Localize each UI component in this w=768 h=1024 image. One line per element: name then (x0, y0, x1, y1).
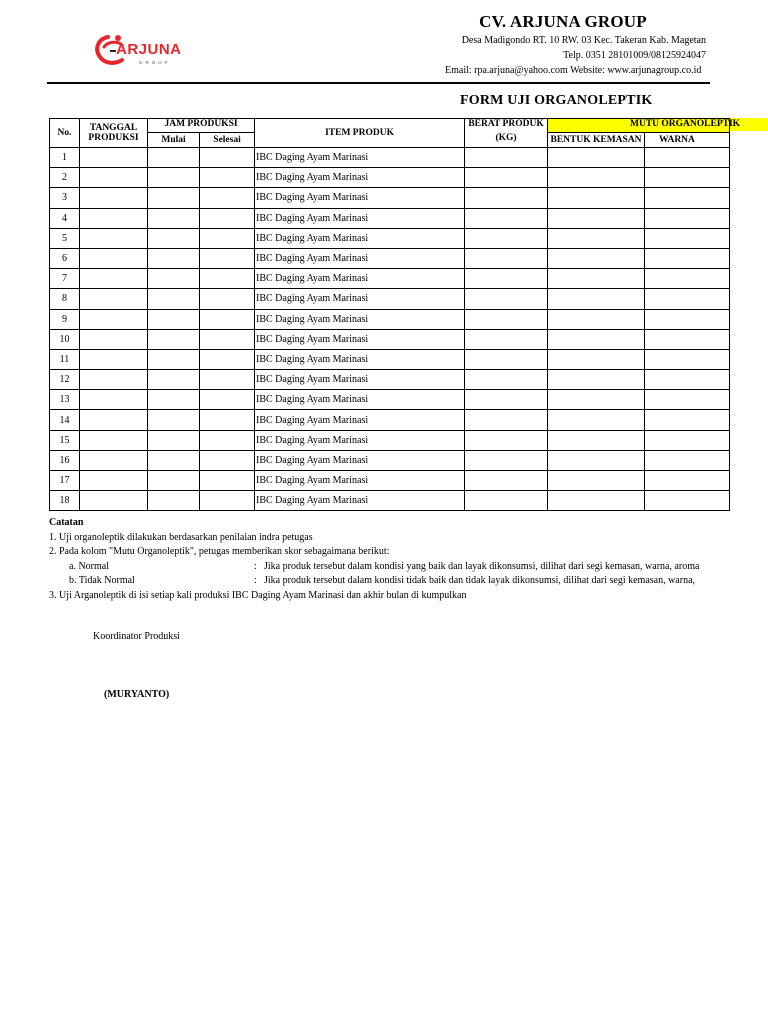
row-mulai[interactable] (148, 248, 200, 268)
row-bentuk[interactable] (548, 329, 645, 349)
row-mulai[interactable] (148, 208, 200, 228)
row-bentuk[interactable] (548, 430, 645, 450)
row-item: IBC Daging Ayam Marinasi (255, 208, 465, 228)
row-bentuk[interactable] (548, 168, 645, 188)
note-normal (49, 560, 709, 575)
header-selesai: Selesai (200, 133, 255, 148)
row-berat[interactable] (465, 228, 548, 248)
row-no: 3 (50, 188, 80, 208)
row-warna[interactable] (645, 390, 730, 410)
row-item: IBC Daging Ayam Marinasi (255, 491, 465, 511)
row-tanggal[interactable] (80, 148, 148, 168)
row-warna[interactable] (645, 188, 730, 208)
row-selesai[interactable] (200, 248, 255, 268)
row-mulai[interactable] (148, 410, 200, 430)
note-2: 2. Pada kolom "Mutu Organoleptik", petugas memberikan skor sebagaimana berikut: (49, 546, 390, 557)
row-item: IBC Daging Ayam Marinasi (255, 269, 465, 289)
row-selesai[interactable] (200, 390, 255, 410)
row-item: IBC Daging Ayam Marinasi (255, 248, 465, 268)
table-row (50, 269, 730, 289)
row-berat[interactable] (465, 410, 548, 430)
row-selesai[interactable] (200, 329, 255, 349)
row-bentuk[interactable] (548, 148, 645, 168)
table-row (50, 208, 730, 228)
company-contact: Email: rpa.arjuna@yahoo.com Website: www.arjunagroup.co.id (445, 65, 702, 76)
row-mulai[interactable] (148, 430, 200, 450)
row-bentuk[interactable] (548, 289, 645, 309)
row-tanggal[interactable] (80, 309, 148, 329)
row-item: IBC Daging Ayam Marinasi (255, 168, 465, 188)
row-item: IBC Daging Ayam Marinasi (255, 289, 465, 309)
company-contact-wrap (0, 60, 709, 80)
table-row (50, 390, 730, 410)
table-row (50, 248, 730, 268)
company-phone: Telp. 0351 28101009/08125924047 (563, 50, 706, 61)
row-mulai[interactable] (148, 148, 200, 168)
table-row (50, 148, 730, 168)
header-mutu: MUTU ORGANOLEPTIK (548, 119, 730, 133)
note-normal-desc: Jika produk tersebut dalam kondisi yang baik dan layak dikonsumsi, dilihat dari segi kemasan, warna, aroma (264, 560, 700, 572)
note-normal-label: a. Normal (69, 560, 109, 572)
table-row (50, 450, 730, 470)
row-warna[interactable] (645, 289, 730, 309)
row-no: 11 (50, 349, 80, 369)
row-berat[interactable] (465, 491, 548, 511)
row-no: 9 (50, 309, 80, 329)
row-item: IBC Daging Ayam Marinasi (255, 471, 465, 491)
row-berat[interactable] (465, 269, 548, 289)
row-no: 10 (50, 329, 80, 349)
row-bentuk[interactable] (548, 491, 645, 511)
row-item: IBC Daging Ayam Marinasi (255, 228, 465, 248)
row-mulai[interactable] (148, 471, 200, 491)
note-tidak-colon: : (254, 575, 257, 586)
row-warna[interactable] (645, 148, 730, 168)
row-warna[interactable] (645, 269, 730, 289)
row-selesai[interactable] (200, 168, 255, 188)
row-bentuk[interactable] (548, 188, 645, 208)
header-berat-unit: (KG) (495, 133, 517, 143)
row-selesai[interactable] (200, 410, 255, 430)
row-warna[interactable] (645, 309, 730, 329)
row-selesai[interactable] (200, 370, 255, 390)
row-mulai[interactable] (148, 289, 200, 309)
row-item: IBC Daging Ayam Marinasi (255, 309, 465, 329)
row-berat[interactable] (465, 168, 548, 188)
row-item: IBC Daging Ayam Marinasi (255, 148, 465, 168)
header-item: ITEM PRODUK (255, 119, 465, 148)
row-selesai[interactable] (200, 471, 255, 491)
note-tidak-label: b. Tidak Normal (69, 575, 135, 586)
signature-name: (MURYANTO) (104, 689, 170, 700)
row-tanggal[interactable] (80, 168, 148, 188)
row-tanggal[interactable] (80, 188, 148, 208)
header-warna: WARNA (645, 133, 730, 148)
row-tanggal[interactable] (80, 289, 148, 309)
header-berat-text: BERAT PRODUK (468, 119, 544, 129)
row-warna[interactable] (645, 471, 730, 491)
row-no: 15 (50, 430, 80, 450)
row-berat[interactable] (465, 208, 548, 228)
row-berat[interactable] (465, 248, 548, 268)
row-no: 17 (50, 471, 80, 491)
row-berat[interactable] (465, 471, 548, 491)
logo-subtext: GROUP (139, 60, 171, 65)
row-selesai[interactable] (200, 349, 255, 369)
row-selesai[interactable] (200, 269, 255, 289)
row-berat[interactable] (465, 188, 548, 208)
row-no: 5 (50, 228, 80, 248)
row-warna[interactable] (645, 329, 730, 349)
row-item: IBC Daging Ayam Marinasi (255, 390, 465, 410)
row-mulai[interactable] (148, 329, 200, 349)
row-bentuk[interactable] (548, 269, 645, 289)
row-warna[interactable] (645, 450, 730, 470)
row-selesai[interactable] (200, 430, 255, 450)
signature-title: Koordinator Produksi (93, 631, 180, 642)
organoleptic-table (49, 118, 741, 514)
row-selesai[interactable] (200, 208, 255, 228)
row-selesai[interactable] (200, 309, 255, 329)
note-normal-colon: : (254, 560, 257, 572)
logo-wordmark: ARJUNA (116, 41, 182, 58)
row-tanggal[interactable] (80, 349, 148, 369)
header-mulai: Mulai (148, 133, 200, 148)
row-selesai[interactable] (200, 450, 255, 470)
table-row (50, 329, 730, 349)
row-bentuk[interactable] (548, 248, 645, 268)
row-no: 4 (50, 208, 80, 228)
row-bentuk[interactable] (548, 370, 645, 390)
note-tidak-normal (49, 574, 709, 589)
row-item: IBC Daging Ayam Marinasi (255, 349, 465, 369)
row-no: 7 (50, 269, 80, 289)
row-no: 13 (50, 390, 80, 410)
header-berat (465, 119, 548, 148)
company-address: Desa Madigondo RT. 10 RW. 03 Kec. Takeran Kab. Magetan (461, 35, 706, 46)
row-bentuk[interactable] (548, 450, 645, 470)
row-item: IBC Daging Ayam Marinasi (255, 430, 465, 450)
row-berat[interactable] (465, 349, 548, 369)
row-berat[interactable] (465, 370, 548, 390)
row-tanggal[interactable] (80, 471, 148, 491)
row-mulai[interactable] (148, 168, 200, 188)
row-item: IBC Daging Ayam Marinasi (255, 450, 465, 470)
row-tanggal[interactable] (80, 370, 148, 390)
row-tanggal[interactable] (80, 329, 148, 349)
row-no: 12 (50, 370, 80, 390)
row-tanggal[interactable] (80, 269, 148, 289)
row-mulai[interactable] (148, 309, 200, 329)
table-row (50, 471, 730, 491)
row-bentuk[interactable] (548, 349, 645, 369)
row-item: IBC Daging Ayam Marinasi (255, 329, 465, 349)
row-tanggal[interactable] (80, 390, 148, 410)
row-item: IBC Daging Ayam Marinasi (255, 370, 465, 390)
header-tanggal (80, 119, 148, 148)
table-row (50, 410, 730, 430)
row-tanggal[interactable] (80, 208, 148, 228)
table-row (50, 289, 730, 309)
row-mulai[interactable] (148, 370, 200, 390)
row-berat[interactable] (465, 148, 548, 168)
row-warna[interactable] (645, 491, 730, 511)
row-selesai[interactable] (200, 188, 255, 208)
header-tanggal-text: TANGGAL PRODUKSI (88, 123, 139, 143)
row-mulai[interactable] (148, 228, 200, 248)
note-1: 1. Uji organoleptik dilakukan berdasarkan penilaian indra petugas (49, 531, 313, 543)
row-selesai[interactable] (200, 289, 255, 309)
row-warna[interactable] (645, 228, 730, 248)
note-3: 3. Uji Arganoleptik di isi setiap kali produksi IBC Daging Ayam Marinasi dan akhir bulan di kumpulkan (49, 589, 467, 601)
row-bentuk[interactable] (548, 228, 645, 248)
table-row (50, 228, 730, 248)
row-tanggal[interactable] (80, 228, 148, 248)
row-berat[interactable] (465, 309, 548, 329)
row-warna[interactable] (645, 248, 730, 268)
table-row (50, 491, 730, 511)
row-tanggal[interactable] (80, 410, 148, 430)
header-bentuk: BENTUK KEMASAN (548, 133, 645, 148)
row-no: 6 (50, 248, 80, 268)
table-row (50, 168, 730, 188)
row-selesai[interactable] (200, 228, 255, 248)
header-divider (47, 82, 710, 84)
table-row (50, 430, 730, 450)
company-name: CV. ARJUNA GROUP (479, 12, 647, 31)
row-selesai[interactable] (200, 491, 255, 511)
row-warna[interactable] (645, 410, 730, 430)
table-row (50, 349, 730, 369)
row-no: 16 (50, 450, 80, 470)
row-bentuk[interactable] (548, 410, 645, 430)
row-berat[interactable] (465, 390, 548, 410)
row-bentuk[interactable] (548, 309, 645, 329)
row-warna[interactable] (645, 370, 730, 390)
row-berat[interactable] (465, 329, 548, 349)
table-row (50, 309, 730, 329)
row-mulai[interactable] (148, 188, 200, 208)
row-tanggal[interactable] (80, 450, 148, 470)
form-title: FORM UJI ORGANOLEPTIK (460, 93, 653, 108)
row-item: IBC Daging Ayam Marinasi (255, 410, 465, 430)
row-berat[interactable] (465, 450, 548, 470)
row-warna[interactable] (645, 430, 730, 450)
row-bentuk[interactable] (548, 471, 645, 491)
row-mulai[interactable] (148, 390, 200, 410)
header-jam: JAM PRODUKSI (148, 119, 255, 133)
row-tanggal[interactable] (80, 248, 148, 268)
table-row (50, 370, 730, 390)
row-warna[interactable] (645, 208, 730, 228)
row-no: 8 (50, 289, 80, 309)
header-no: No. (50, 119, 80, 148)
row-no: 2 (50, 168, 80, 188)
row-mulai[interactable] (148, 269, 200, 289)
row-no: 18 (50, 491, 80, 511)
notes-section (49, 516, 709, 603)
row-warna[interactable] (645, 168, 730, 188)
table-row (50, 188, 730, 208)
row-selesai[interactable] (200, 148, 255, 168)
row-tanggal[interactable] (80, 430, 148, 450)
row-item: IBC Daging Ayam Marinasi (255, 188, 465, 208)
row-mulai[interactable] (148, 349, 200, 369)
row-bentuk[interactable] (548, 208, 645, 228)
row-warna[interactable] (645, 349, 730, 369)
row-mulai[interactable] (148, 491, 200, 511)
note-tidak-desc: Jika produk tersebut dalam kondisi tidak baik dan tidak layak dikonsumsi, dilihat dari segi kemasan, warna, (264, 575, 696, 586)
row-berat[interactable] (465, 430, 548, 450)
row-tanggal[interactable] (80, 491, 148, 511)
row-no: 14 (50, 410, 80, 430)
row-no: 1 (50, 148, 80, 168)
row-mulai[interactable] (148, 450, 200, 470)
row-berat[interactable] (465, 289, 548, 309)
row-bentuk[interactable] (548, 390, 645, 410)
notes-heading: Catatan (49, 517, 84, 528)
